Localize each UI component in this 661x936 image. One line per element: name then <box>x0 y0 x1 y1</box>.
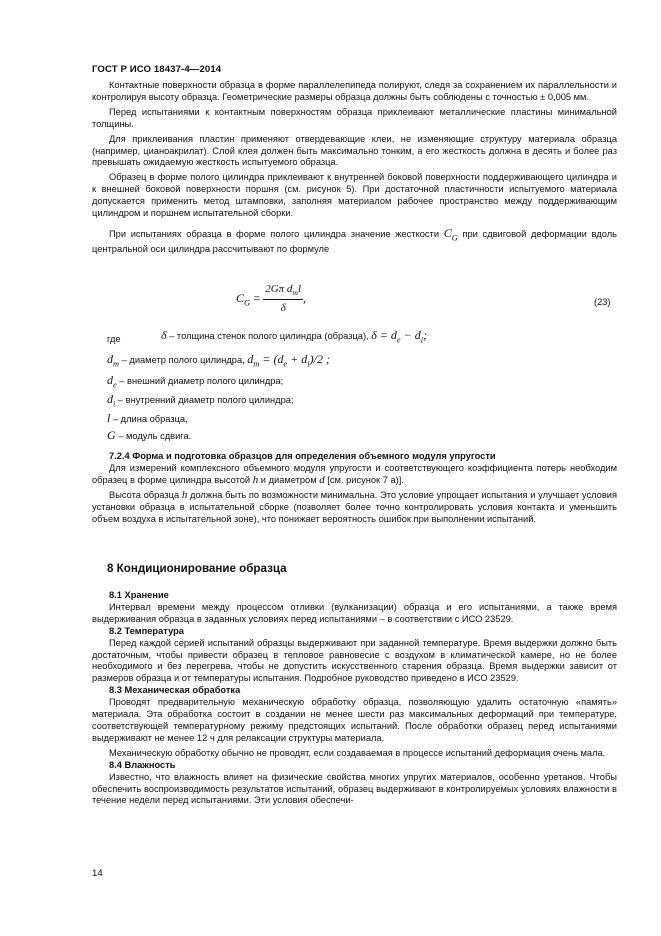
subsection-heading: 8.2 Температура <box>109 625 184 636</box>
text-run: при сдвиговой деформации вдоль центральной оси цилиндра рассчитывают по формуле <box>92 228 617 255</box>
formula-numerator: 2Gπ $d_ml$ <box>263 283 303 300</box>
paragraph: Для измерений комплексного объемного модуля упругости и соответствующего коэффициента потерь необходим образец в форме цилиндра высотой h и диаметром d [см. рисунок 7 а)]. <box>92 462 617 486</box>
paragraph: Перед каждой серией испытаний образцы выдерживают при заданной температуре. Время выдержки должно быть достаточным, чтобы привести образец в тепловое равновесие с воздухом в климатической камере, но не более необходимого и без перегрева, чтобы не допустить искусственного старения образца. Время выдержки зависит от размеров образца и от температуры испытания. Подробное руководство приведено в ИСО 23529. <box>92 637 617 684</box>
paragraph: Интервал времени между процессом отливки (вулканизации) образца и его испытаниями, а также время выдерживания образца в заданных условиях перед испытаниями – в соответствии с ИСО 23529. <box>92 601 617 624</box>
section-8-body <box>92 590 617 807</box>
definition-item: δ – толщина стенок полого цилиндра (образца), $\delta = d_e - d_i$; <box>161 328 428 345</box>
section-heading: 7.2.4 Форма и подготовка образцов для определения объемного модуля упругости <box>109 451 496 461</box>
paragraph: Известно, что влажность влияет на физические свойства многих упругих материалов, особенно уретанов. Чтобы обеспечить воспроизводимость результатов испытаний, образец выдерживают в контролируемых условиях влажности в течение недели перед испытаниями. Эти условия обеспечи- <box>92 771 617 806</box>
stiffness-paragraph <box>92 225 617 256</box>
definition-item: $d_m$ – диаметр полого цилиндра, $d_m = (d_e + d_i)/2$ ; <box>107 352 330 369</box>
definition-item: G – модуль сдвига. <box>107 428 192 442</box>
subsection-heading: 8.4 Влажность <box>109 759 176 770</box>
section-title: 8 Кондиционирование образца <box>107 562 287 575</box>
formula-lhs: $C_G$ <box>236 290 251 308</box>
intro-block <box>92 80 617 256</box>
text-run: При испытаниях образца в форме полого цилиндра значение жесткости <box>109 228 440 239</box>
formula-23: $C_G$ = $\frac{2G\pi d_ml}{\delta}$ , <box>236 283 307 315</box>
document-header: ГОСТ Р ИСО 18437-4—2014 <box>92 64 222 75</box>
paragraph: Образец в форме полого цилиндра приклеивают к внутренней боковой поверхности поддерживающего цилиндра и к внешней боковой поверхности поршня (см. рисунок 5). При достаточной пластичности испытуемого материала допускается применить метод штамповки, заполняя материалом рабочее пространство между поддерживающим цилиндром и поршнем испытательной сборки. <box>92 172 617 219</box>
page-number: 14 <box>92 868 103 879</box>
paragraph: Контактные поверхности образца в форме параллелепипеда полируют, следя за сохранением их параллельности и контролируя высоту образца. Геометрические размеры образца должны быть соблюдены с точностью ± 0,005 мм. <box>92 80 617 102</box>
paragraph: Для приклеивания пластин применяют отвердевающие клеи, не изменяющие структуру материала образца (например, цианоакрилат). Слой клея должен быть максимально тонким, а его жесткость должна в десять и более раз превышать ожидаемую жесткость испытуемого образца. <box>92 133 617 168</box>
subsection-heading: 8.3 Механическая обработка <box>109 685 241 696</box>
formula-denominator: δ <box>280 302 286 315</box>
definition-item: $d_e$ – внешний диаметр полого цилиндра; <box>107 373 284 390</box>
paragraph: Высота образца h должна быть по возможности минимальна. Это условие упрощает испытания и улучшает условия установки образца в испытательной сборке (позволяет более точно контролировать условия контакта и уменьшить объем воздуха в испытательной зоне), что понижает вероятность ошибок при выполнении испытаний. <box>92 488 617 524</box>
math-symbol: $C_G$ <box>443 225 458 243</box>
paragraph: Перед испытаниями к контактным поверхностям образца приклеивают металлические пластины минимальной толщины. <box>92 106 617 129</box>
subsection-heading: 8.1 Хранение <box>109 590 169 600</box>
paragraph: Проводят предварительную механическую обработку образца, позволяющую удалить остаточную «память» материала. Эта обработка состоит в создании не менее шести раз максимальных деформаций при температуре, соответствующей температурному режиму предстоящих испытаний. После обработки образец перед испытаниями выдерживают не менее 12 ч для релаксации структуры материала. <box>92 697 617 743</box>
equation-number: (23) <box>594 297 611 307</box>
definition-item: $d_i$ – внутренний диаметр полого цилиндра; <box>107 392 294 409</box>
where-label: где <box>107 334 121 344</box>
section-7-2-4 <box>92 451 617 525</box>
definition-item: l – длина образца, <box>107 411 188 425</box>
formula-fraction <box>263 283 303 314</box>
paragraph: Механическую обработку обычно не проводят, если создаваемая в процессе испытаний деформация очень мала. <box>109 747 606 758</box>
